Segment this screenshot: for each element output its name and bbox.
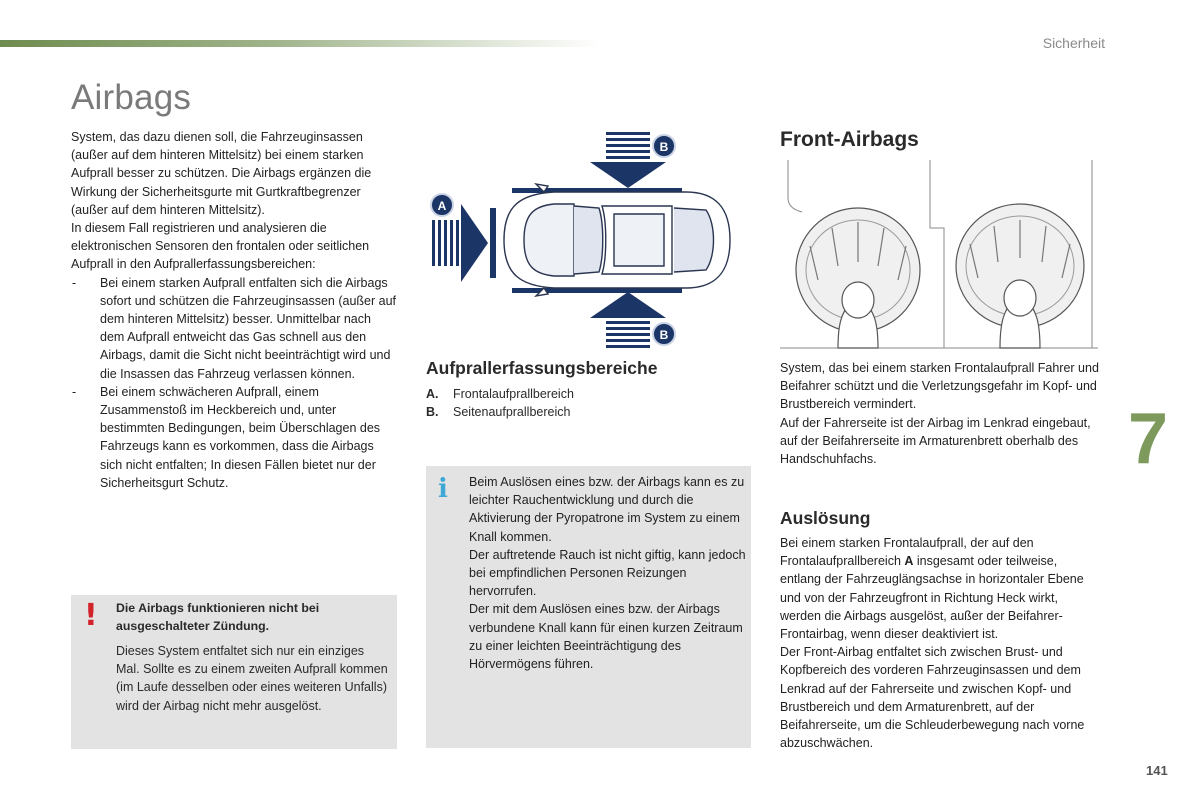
intro-paragraph: System, das dazu dienen soll, die Fahrzeuginsassen (außer auf dem hinteren Mittelsitz) bei einem starken Aufprall besser zu schützen. Die Airbags ergänzen die Wirkung der Sicherheitsgurte mit Gurtkraftbegrenzer (außer auf dem hinteren Mittelsitz). <box>71 130 372 217</box>
info-box <box>426 466 751 748</box>
info-paragraph: Der mit dem Auslösen eines bzw. der Airbags verbundene Knall kann für einen kurzen Zeitraum zu einer leichten Beeinträchtigung des Hörvermögens führen. <box>469 602 743 672</box>
trigger-paragraph <box>780 534 1100 643</box>
warning-title: Die Airbags funktionieren nicht bei ausgeschalteter Zündung. <box>116 601 320 633</box>
svg-text:B: B <box>659 140 669 154</box>
chapter-number: 7 <box>1128 399 1169 479</box>
svg-text:A: A <box>437 199 447 213</box>
zone-legend-text: Seitenaufprallbereich <box>453 405 571 419</box>
side-zone-marker-bottom <box>512 288 682 293</box>
front-airbags-illustration <box>780 158 1098 350</box>
zone-legend-text: Frontalaufprallbereich <box>453 387 574 401</box>
warning-text: Dieses System entfaltet sich nur ein einziges Mal. Sollte es zu einem zweiten Aufprall kommen (im Laufe desselben oder eines weiteren Unfalls) wird der Airbag nicht mehr ausgelöst. <box>116 644 388 713</box>
car-top-view <box>504 184 730 296</box>
info-icon: i <box>438 474 448 504</box>
label-b-bottom-badge <box>653 323 675 345</box>
trigger-zone-key: A <box>904 554 914 569</box>
list-item-text: Bei einem starken Aufprall entfalten sich die Airbags sofort und schützen die Fahrzeuginsassen (außer auf dem hinteren Mittelsitz) besser. Unmittelbar nach dem Aufprall entweicht das Gas schnell aus den Airbags, damit die Sicht nicht beeinträchtigt wird und die Insassen das Fahrzeug verlassen können. <box>100 275 397 381</box>
page-title: Airbags <box>71 78 192 117</box>
zones-heading: Aufprallerfassungsbereiche <box>426 358 658 378</box>
trigger-heading: Auslösung <box>780 508 871 528</box>
front-paragraph: Auf der Fahrerseite ist der Airbag im Lenkrad eingebaut, auf der Beifahrerseite im Armaturenbrett oberhalb des Handschuhfachs. <box>780 415 1091 467</box>
front-airbags-heading: Front-Airbags <box>780 128 919 151</box>
zone-legend-item <box>426 403 570 421</box>
zone-legend-key: B. <box>426 405 439 419</box>
list-dash: - <box>72 384 77 399</box>
trigger-text-post: insgesamt oder teilweise, entlang der Fahrzeuglängsachse in horizontaler Ebene und von der Fahrzeugfront in Richtung Heck wirkt, werden die Airbags ausgelöst, außer der Beifahrer-Frontairbag, wenn dieser deaktiviert ist. <box>780 554 1084 642</box>
page-number: 141 <box>1146 763 1168 778</box>
intro-paragraph: In diesem Fall registrieren und analysieren die elektronischen Sensoren den frontalen oder seitlichen Aufprall in den Aufprallerfassungsbereichen: <box>71 221 370 272</box>
list-dash: - <box>72 275 77 290</box>
windshield-frame-left <box>788 160 802 212</box>
front-zone-marker <box>490 208 496 278</box>
warning-icon: ! <box>84 598 98 633</box>
list-item <box>71 383 398 492</box>
list-item-text: Bei einem schwächeren Aufprall, einem Zusammenstoß im Heckbereich und, unter bestimmten Bedingungen, beim Überschlagen des Fahrzeugs kann es vorkommen, dass die Airbags sich nicht entfalten; In diesen Fällen bietet nur der Sicherheitsgurt Schutz. <box>100 384 381 490</box>
trigger-paragraph: Der Front-Airbag entfaltet sich zwischen Brust- und Kopfbereich des vorderen Fahrzeuginsassen und dem Lenkrad auf der Fahrerseite und zwischen Kopf- und Brustbereich und dem Armaturenbrett, auf der Beifahrerseite, um die Schleuderbewegung nach vorne abzuschwächen. <box>780 645 1085 751</box>
list-item <box>71 274 398 383</box>
trigger-text <box>780 534 1100 752</box>
intro-text <box>71 128 398 492</box>
section-label: Sicherheit <box>1042 35 1105 51</box>
zone-legend-key: A. <box>426 387 439 401</box>
front-airbags-text <box>780 359 1100 468</box>
driver-airbag <box>796 208 920 348</box>
label-b-top-badge <box>653 135 675 157</box>
impact-zones-diagram <box>424 128 738 348</box>
info-paragraph: Der auftretende Rauch ist nicht giftig, kann jedoch bei empfindlichen Personen Reizungen hervorrufen. <box>469 547 746 599</box>
info-text <box>469 473 747 673</box>
front-paragraph: System, das bei einem starken Frontalaufprall Fahrer und Beifahrer schützt und die Verletzungsgefahr im Kopf- und Brustbereich vermindert. <box>780 361 1099 412</box>
zone-legend-item <box>426 385 574 403</box>
label-a-badge <box>431 194 453 216</box>
header-accent-bar <box>0 40 600 47</box>
trigger-text-pre: Bei einem starken Frontalaufprall, der auf den Frontalaufprallbereich <box>780 536 1034 569</box>
svg-text:B: B <box>659 328 669 342</box>
warning-box <box>71 595 397 749</box>
a-pillar-divider <box>930 160 944 348</box>
info-paragraph: Beim Auslösen eines bzw. der Airbags kann es zu leichter Rauchentwicklung und durch die Aktivierung der Pyropatrone im System zu einem Knall kommen. <box>469 475 745 544</box>
passenger-airbag <box>956 204 1084 348</box>
